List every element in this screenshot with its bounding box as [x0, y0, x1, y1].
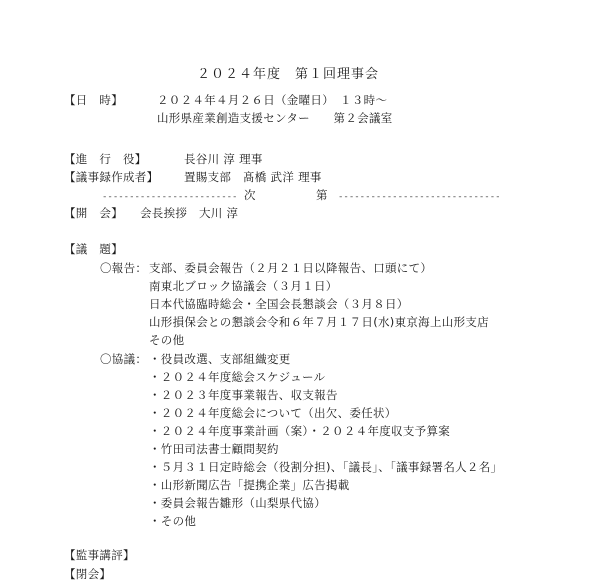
order-char-2: 第 [316, 188, 328, 202]
meeting-place: 山形県産業創造支援センター 第２会議室 [157, 111, 393, 125]
meeting-date: ２０２４年４月２６日（金曜日） １３時～ [157, 93, 388, 107]
order-char-1: 次 [244, 188, 256, 202]
discussion-item: ・役員改選、支部組織変更 [149, 352, 291, 366]
discussion-item: ・２０２４年度事業計画（案）・２０２４年度収支予算案 [149, 424, 451, 438]
discussion-item: ・２０２４年度総会スケジュール [149, 370, 326, 384]
discussion-item: ・山形新聞広告「提携企業」広告掲載 [149, 478, 350, 492]
closing-label: 【閉会】 [64, 567, 112, 581]
audit-label: 【監事講評】 [64, 548, 135, 562]
chair-label: 【進 行 役】 [64, 152, 147, 166]
recorder-label: 【議事録作成者】 [64, 170, 159, 184]
discussion-item: ・２０２３年度事業報告、収支報告 [149, 388, 338, 402]
recorder-value: 置賜支部 髙橋 武洋 理事 [184, 170, 322, 184]
datetime-label: 【日 時】 [64, 93, 123, 107]
document-title: ２０２４年度 第１回理事会 [197, 67, 380, 82]
discussion-item: ・委員会報告雛形（山梨県代協） [149, 496, 326, 510]
discussion-label: 〇協議： [100, 352, 148, 366]
order-dashes-left: ------------------------- [102, 192, 238, 202]
opening-value: 会長挨拶 大川 淳 [140, 206, 239, 220]
reports-label: 〇報告： [100, 261, 148, 275]
order-dashes-right: ------------------------------ [338, 192, 501, 202]
discussion-item: ・５月３１日定時総会（役割分担)、「議長」、「議事録署名人２名」 [149, 460, 503, 474]
discussion-item: ・その他 [149, 514, 197, 528]
report-item: 日本代協臨時総会・全国会長懇談会（３月８日） [149, 297, 409, 311]
report-item: 山形損保会との懇談会令和６年７月１７日(水)東京海上山形支店 [149, 315, 489, 329]
report-item: その他 [149, 333, 185, 347]
discussion-item: ・竹田司法書士顧問契約 [149, 442, 279, 456]
discussion-item: ・２０２４年度総会について（出欠、委任状） [149, 406, 397, 420]
report-item: 支部、委員会報告（２月２１日以降報告、口頭にて） [149, 261, 433, 275]
opening-label: 【開 会】 [64, 206, 123, 220]
report-item: 南東北ブロック協議会（３月１日） [149, 279, 338, 293]
chair-value: 長谷川 淳 理事 [184, 152, 263, 166]
agenda-label: 【議 題】 [64, 242, 123, 256]
